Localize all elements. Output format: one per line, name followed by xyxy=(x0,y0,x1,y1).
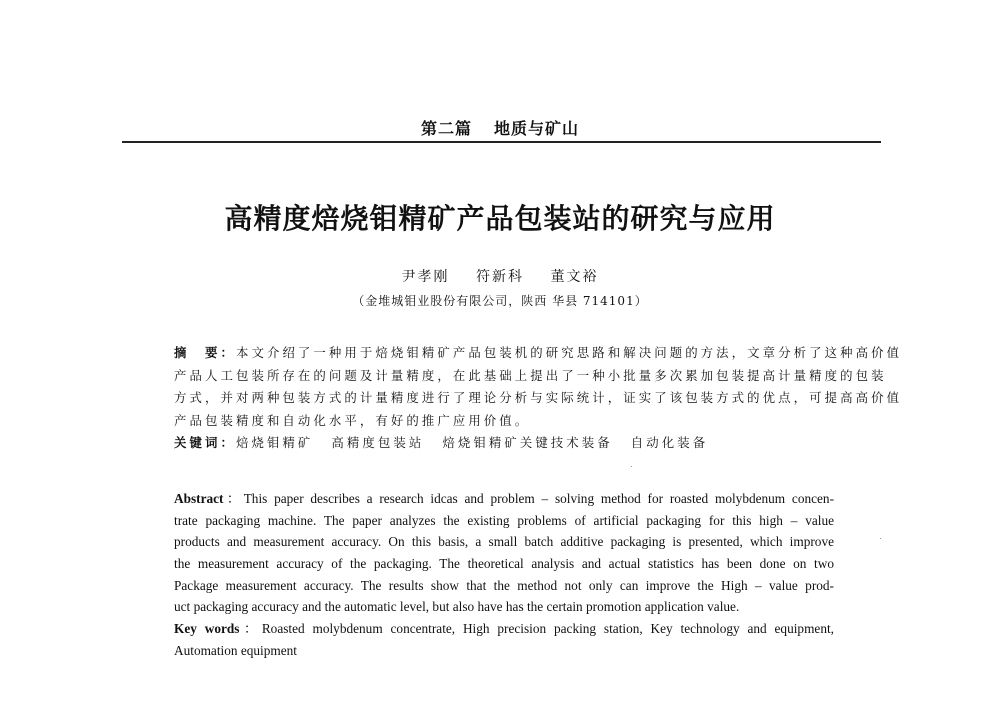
section-label: 地质与矿山 xyxy=(494,119,580,138)
running-section-header xyxy=(0,116,1000,139)
abstract-line: 产品人工包装所存在的问题及计量精度，在此基础上提出了一种小批量多次累加包装提高计量精度的包装 xyxy=(174,367,887,383)
abstract-english xyxy=(174,488,834,662)
keywords-label: 关键词： xyxy=(174,435,236,450)
keywords-label: Key words xyxy=(174,621,240,637)
keyword: 高精度包装站 xyxy=(331,435,425,450)
part-label: 第二篇 xyxy=(420,119,472,138)
abstract-label: Abstract xyxy=(174,491,224,506)
author: 董文裕 xyxy=(550,269,599,285)
author: 符新科 xyxy=(476,269,524,285)
abstract-chinese xyxy=(174,342,903,455)
abstract-line: 方式，并对两种包装方式的计量精度进行了理论分析与实际统计，证实了该包装方式的优点，可提高高价值 xyxy=(174,390,903,405)
affiliation: （金堆城钼业股份有限公司，陕西 华县 714101） xyxy=(352,294,648,308)
abstract-line: products and measurement accuracy. On this basis, a small batch additive packaging is presented, which improve xyxy=(174,534,834,550)
scan-speck xyxy=(631,466,632,467)
abstract-line: the measurement accuracy of the packaging. The theoretical analysis and actual statistics has been done on two xyxy=(174,556,834,572)
abstract-line: 产品包装精度和自动化水平，有好的推广应用价值。 xyxy=(174,412,531,428)
abstract-line: Abstract：This paper describes a research idcas and problem – solving method for roasted molybdenum concen- xyxy=(174,491,835,506)
scan-speck xyxy=(880,538,881,539)
abstract-line: uct packaging accuracy and the automatic level, but also have has the certain promotion application value. xyxy=(174,599,740,615)
keyword: 自动化装备 xyxy=(630,435,709,450)
abstract-line: trate packaging machine. The paper analyzes the existing problems of artificial packaging for this high – value xyxy=(174,512,834,528)
keywords-chinese xyxy=(174,432,834,455)
keyword: 焙烧钼精矿 xyxy=(235,435,314,450)
keywords-english: Key words：Roasted molybdenum concentrate, High precision packing station, Key technology and equipment, xyxy=(174,621,834,637)
abstract-line: 摘 要：本文介绍了一种用于焙烧钼精矿产品包装机的研究思路和解决问题的方法，文章分析了这种高价值 xyxy=(174,345,903,360)
author-list xyxy=(0,266,1000,286)
paper-title: 高精度焙烧钼精矿产品包装站的研究与应用 xyxy=(224,202,776,235)
author: 尹孝刚 xyxy=(401,269,450,285)
keywords-line: Automation equipment xyxy=(174,642,297,658)
keyword: 焙烧钼精矿关键技术装备 xyxy=(442,435,613,450)
abstract-label: 摘 要： xyxy=(174,345,236,360)
header-rule xyxy=(122,141,881,143)
abstract-line: Package measurement accuracy. The results show that the method not only can improve the High – value prod- xyxy=(174,577,834,593)
